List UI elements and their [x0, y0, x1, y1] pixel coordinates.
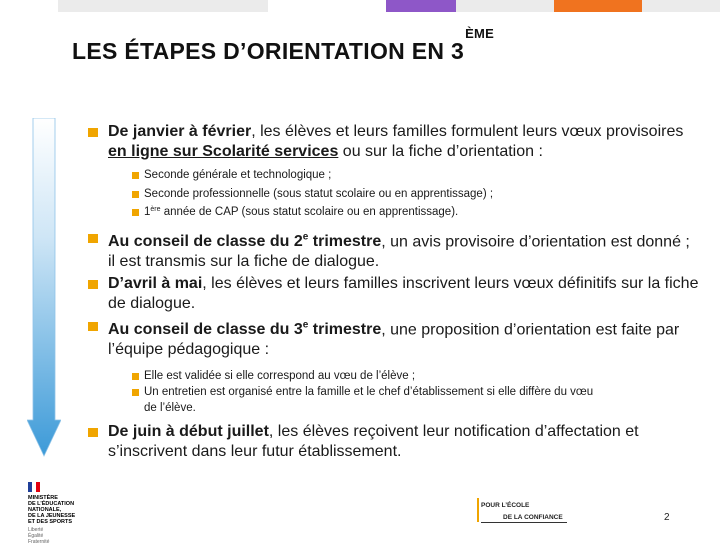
- list-item: Seconde générale et technologique ;: [88, 166, 700, 185]
- step-1-text-end: ou sur la fiche d’orientation :: [338, 143, 543, 160]
- bullet-icon: [132, 191, 139, 198]
- list-item: Seconde professionnelle (sous statut scolaire ou en apprentissage) ;: [88, 185, 700, 204]
- step-1: [88, 122, 700, 162]
- top-bar-gray-4: [642, 0, 720, 12]
- proposal-list: [88, 368, 700, 416]
- orientation-steps: [88, 122, 700, 462]
- bullet-icon: [132, 373, 139, 380]
- bullet-icon: [88, 128, 98, 137]
- french-flag-icon: [28, 482, 40, 492]
- timeline-arrow-icon: [27, 118, 61, 458]
- ministry-name: MINISTÈRE DE L’ÉDUCATION NATIONALE, DE LA JEUNESSE ET DES SPORTS: [28, 495, 76, 525]
- ecole-confiance-logo: [477, 498, 569, 524]
- bullet-icon: [132, 389, 139, 396]
- step-2: Au conseil de classe du 2e trimestre, un avis provisoire d’orientation est donné ; il est transmis sur la fiche de dialogue.: [88, 228, 700, 272]
- logo-line-1: POUR L’ÉCOLE: [481, 502, 530, 509]
- bullet-icon: [132, 209, 139, 216]
- bullet-icon: [88, 234, 98, 243]
- republic-motto: Liberté Égalité Fraternité: [28, 527, 50, 545]
- top-bar-gray-1: [58, 0, 170, 12]
- bullet-icon: [88, 428, 98, 437]
- page-number: 2: [664, 512, 670, 523]
- logo-accent-bar: [477, 498, 479, 522]
- logo-underline: [481, 522, 567, 523]
- choices-list: [88, 166, 700, 224]
- ministry-logo: [28, 482, 88, 545]
- top-bar-purple: [386, 0, 456, 12]
- page-title: LES ÉTAPES D’ORIENTATION EN 3ÈME: [72, 26, 495, 64]
- step-5: De juin à début juillet, les élèves reçoivent leur notification d’affectation et s’inscrivent dans leur futur établissement.: [88, 422, 700, 462]
- bullet-icon: [88, 322, 98, 331]
- list-item: Elle est validée si elle correspond au vœu de l’élève ;: [88, 368, 700, 384]
- step-1-period: De janvier à février: [108, 123, 252, 140]
- title-superscript: ÈME: [465, 26, 495, 42]
- list-item: Un entretien est organisé entre la famille et le chef d’établissement si elle diffère du vœu de l’élève.: [88, 384, 700, 416]
- logo-line-2: DE LA CONFIANCE: [503, 514, 563, 521]
- top-bar-orange: [554, 0, 642, 12]
- step-1-text: , les élèves et leurs familles formulent leurs vœux provisoires: [251, 123, 684, 140]
- bullet-icon: [88, 280, 98, 289]
- scolarite-services-link: en ligne sur Scolarité services: [108, 143, 339, 160]
- top-bar-gray-2: [170, 0, 268, 12]
- top-bar-gray-3: [456, 0, 554, 12]
- step-4: Au conseil de classe du 3e trimestre, une proposition d’orientation est faite par l’équipe pédagogique :: [88, 316, 700, 360]
- list-item: 1ère année de CAP (sous statut scolaire ou en apprentissage).: [88, 203, 700, 224]
- bullet-icon: [132, 172, 139, 179]
- step-3: D’avril à mai, les élèves et leurs familles inscrivent leurs vœux définitifs sur la fiche de dialogue.: [88, 274, 700, 314]
